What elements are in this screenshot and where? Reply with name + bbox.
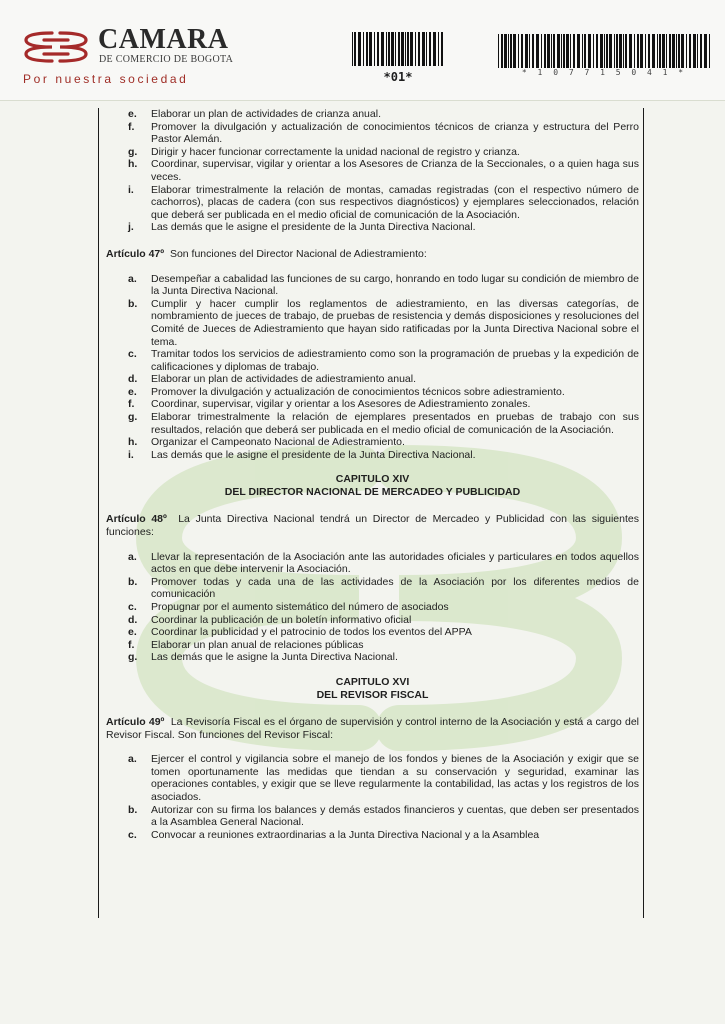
list-item: b. Promover todas y cada una de las actividades de la Asociación por los diferentes medios de comunicación bbox=[128, 575, 639, 601]
list-item: f. Coordinar, supervisar, vigilar y orientar a los Asesores de Adiestramiento zonales. bbox=[128, 398, 531, 411]
chapter-title: DEL DIRECTOR NACIONAL DE MERCADEO Y PUBLICIDAD bbox=[224, 486, 521, 499]
list-item: g. Las demás que le asigne la Junta Directiva Nacional. bbox=[128, 651, 398, 664]
article-text: La Junta Directiva Nacional tendrá un Director de Mercadeo y Publicidad con las siguientes funciones: bbox=[106, 513, 639, 539]
chapter-14-heading bbox=[106, 473, 639, 499]
list-top bbox=[106, 108, 639, 234]
logo-subtitle: DE COMERCIO DE BOGOTA bbox=[99, 54, 234, 65]
article-49-list bbox=[106, 753, 639, 841]
list-item: a. Llevar la representación de la Asociación ante las autoridades oficiales y particulares en todos aquellos actos en que debe intervenir la Asociación. bbox=[128, 550, 639, 576]
list-item: c. Propugnar por el aumento sistemático del número de asociados bbox=[128, 601, 449, 613]
list-item: f. Promover la divulgación y actualización de conocimientos técnicos de crianza y estructura del Perro Pastor Alemán. bbox=[128, 120, 639, 146]
article-label: Artículo 49º bbox=[106, 715, 165, 728]
barcode-right-label: * 1 0 7 7 1 5 0 4 1 * bbox=[521, 68, 687, 77]
list-item: c. Tramitar todos los servicios de adiestramiento como son la programación de pruebas y la expedición de calificaciones y diplomas de trabajo. bbox=[128, 348, 639, 373]
list-item: a. Desempeñar a cabalidad las funciones de su cargo, honrando en todo lugar su condición de miembro de la Junta Directiva Nacional. bbox=[128, 272, 639, 298]
page-header bbox=[0, 0, 725, 101]
chapter-number: CAPITULO XVI bbox=[335, 675, 410, 688]
barcode-right bbox=[498, 34, 710, 68]
list-item: g. Elaborar trimestralmente la relación de ejemplares presentados en pruebas de trabajo con sus resultados, relación que deberá ser publicada en el medio oficial de comunicación de la Asociación. bbox=[128, 411, 639, 436]
barcode-left bbox=[352, 32, 444, 66]
list-item: b. Autorizar con su firma los balances y demás estados financieros y cuentas, que deben ser presentados a la Asamblea General Nacional. bbox=[128, 803, 639, 829]
article-47-list bbox=[106, 273, 639, 462]
list-item: d. Elaborar un plan de actividades de adiestramiento anual. bbox=[128, 373, 417, 386]
article-49 bbox=[106, 716, 639, 741]
barcode-left-label: *01* bbox=[383, 70, 413, 84]
logo-name: CAMARA bbox=[98, 24, 229, 55]
list-item: a. Ejercer el control y vigilancia sobre el manejo de los fondos y bienes de la Asociación y exigir que se tomen oportunamente las medidas que tiendan a su conservación y seguridad, examinar las operaciones contables, y exigir que se lleve regularmente la contabilidad, las actas y los registros de los asociados. bbox=[128, 753, 639, 803]
article-47 bbox=[106, 248, 639, 261]
article-48 bbox=[106, 513, 639, 538]
list-item: i. Elaborar trimestralmente la relación de montas, camadas registradas (con el respectivo número de cachorros), placas de cadera (con sus respectivos diagnósticos) y ejemplares seleccionados, relación que deberá ser publicada en el medio oficial de comunicación de la Asociación. bbox=[128, 183, 639, 221]
list-item: h. Coordinar, supervisar, vigilar y orientar a los Asesores de Crianza de la Seccionales, o a quien haga sus veces. bbox=[128, 158, 639, 183]
article-text: La Revisoría Fiscal es el órgano de supervisión y control interno de la Asociación y está a cargo del Revisor Fiscal. Son funciones del Revisor Fiscal: bbox=[106, 715, 639, 741]
list-item: h. Organizar el Campeonato Nacional de Adiestramiento. bbox=[128, 436, 405, 449]
article-48-list bbox=[106, 551, 639, 664]
list-item: e. Coordinar la publicidad y el patrocinio de todos los eventos del APPA bbox=[128, 626, 472, 639]
article-label: Artículo 47º bbox=[106, 247, 165, 260]
camara-logo-icon bbox=[22, 30, 90, 64]
list-item: g. Dirigir y hacer funcionar correctamente la unidad nacional de registro y crianza. bbox=[128, 145, 520, 158]
list-item: d. Coordinar la publicación de un boletín informativo oficial bbox=[128, 613, 412, 626]
document-page bbox=[98, 108, 644, 918]
list-item: i. Las demás que le asigne el presidente de la Junta Directiva Nacional. bbox=[128, 448, 476, 461]
document-content bbox=[99, 108, 643, 841]
list-item: e. Elaborar un plan de actividades de crianza anual. bbox=[128, 108, 381, 120]
logo-tagline: Por nuestra sociedad bbox=[23, 72, 189, 86]
chapter-16-heading bbox=[106, 676, 639, 702]
article-text: Son funciones del Director Nacional de Adiestramiento: bbox=[169, 247, 427, 260]
chapter-number: CAPITULO XIV bbox=[335, 473, 410, 486]
chapter-title: DEL REVISOR FISCAL bbox=[316, 688, 429, 701]
list-item: e. Promover la divulgación y actualización de conocimientos técnicos sobre adiestramiento. bbox=[128, 385, 565, 398]
list-item: b. Cumplir y hacer cumplir los reglamentos de adiestramiento, en las diversas categorías, de nombramiento de jueces de trabajo, de pruebas de resistencia y demás disposiciones y resoluciones del Comité de Jueces de Adiestramiento que hayan sido ratificadas por la Junta Directiva Nacional sobre el tema. bbox=[128, 297, 639, 348]
article-label: Artículo 48º bbox=[106, 513, 167, 526]
list-item: f. Elaborar un plan anual de relaciones públicas bbox=[128, 638, 364, 651]
list-item: c. Convocar a reuniones extraordinarias a la Junta Directiva Nacional y a la Asamblea bbox=[128, 828, 540, 841]
list-item: j. Las demás que le asigne el presidente de la Junta Directiva Nacional. bbox=[128, 221, 476, 234]
